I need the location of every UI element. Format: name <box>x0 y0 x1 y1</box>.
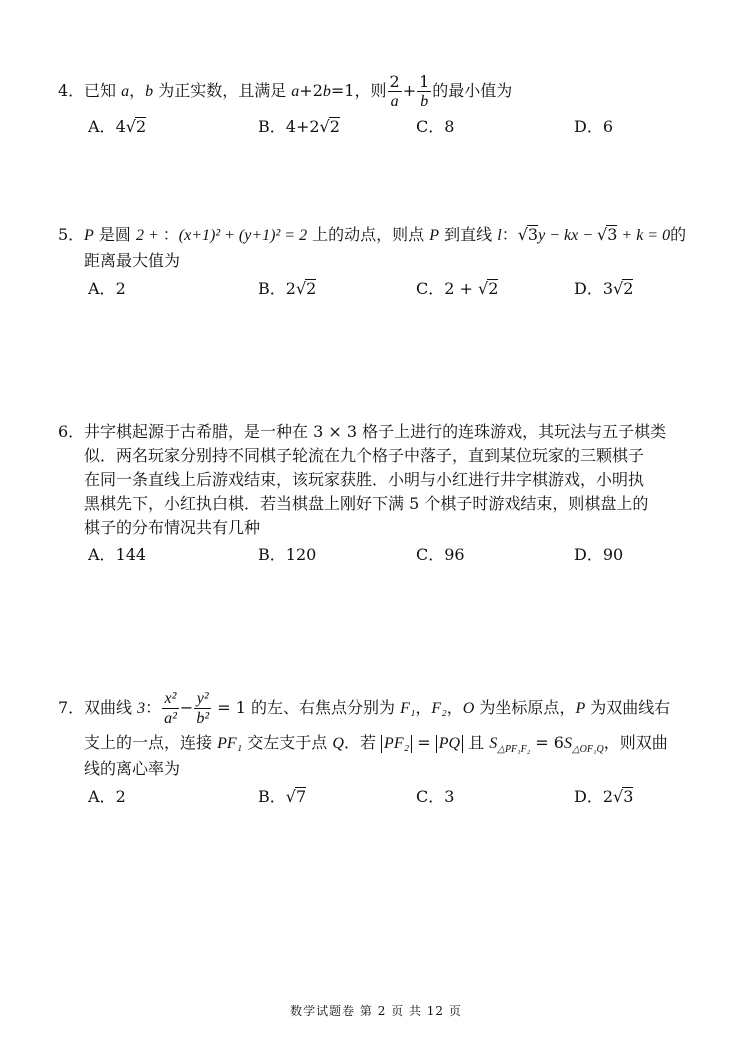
question-5-stem-line1: 5．P 是圆 2 + ：(x+1)² + (y+1)² = 2 上的动点，则点 P 到直线 l：√3y − kx − √3 + k = 0的 <box>58 222 708 248</box>
question-7-choices <box>58 784 708 809</box>
question-6-stem-line5: 棋子的分布情况共有几种 <box>84 518 261 537</box>
question-6-choices <box>58 543 708 568</box>
question-6-stem-line2: 似．两名玩家分别持不同棋子轮流在九个格子中落子，直到某位玩家的三颗棋子 <box>84 446 645 465</box>
question-5-stem-line2: 距离最大值为 <box>84 251 181 270</box>
question-number: 7． <box>58 698 85 717</box>
fraction-2-over-a: $\frac{2}{a}$ <box>389 72 400 110</box>
abs-pq: PQ <box>436 735 463 753</box>
choice-b[interactable]: B．2√2 <box>258 279 317 298</box>
choice-b[interactable]: B．120 <box>258 545 317 564</box>
question-number: 5． <box>58 225 85 244</box>
choice-c[interactable]: C．8 <box>416 117 455 136</box>
choice-d[interactable]: D．2√3 <box>574 787 634 806</box>
question-7-stem-line2: 支上的一点，连接 PF₁ 交左支于点 Q．若 PF₂ = PQ 且 $S_{\triangle PF_1F_2} = 6S_{\triangle OF_1Q}$，则双曲 <box>84 733 668 756</box>
question-number: 6． <box>58 422 85 441</box>
question-number: 4． <box>58 81 85 100</box>
question-6-stem-line3: 在同一条直线上后游戏结束，该玩家获胜．小明与小红进行井字棋游戏，小明执 <box>84 470 645 489</box>
choice-c[interactable]: C．96 <box>416 545 465 564</box>
page-footer: 数学试题卷 第 2 页 共 12 页 <box>290 1004 462 1018</box>
line-equation: y − kx − <box>538 227 597 244</box>
choice-a[interactable]: A．144 <box>88 545 147 564</box>
fraction-1-over-b: $\frac{1}{b}$ <box>419 72 430 110</box>
choice-d[interactable]: D．6 <box>574 117 614 136</box>
question-7 <box>58 688 708 809</box>
question-4-choices <box>58 114 708 139</box>
choice-a[interactable]: A．2 <box>88 787 126 806</box>
choice-c[interactable]: C．2 + √2 <box>416 279 499 298</box>
fraction-y2-over-b2: $\frac{\text{y²}}{\text{b²}}$ <box>196 690 210 727</box>
question-6-stem-line4: 黑棋先下，小红执白棋．若当棋盘上刚好下满 5 个棋子时游戏结束，则棋盘上的 <box>84 494 649 513</box>
choice-c[interactable]: C．3 <box>416 787 455 806</box>
choice-d[interactable]: D．90 <box>574 545 624 564</box>
question-5 <box>58 222 708 301</box>
choice-b[interactable]: B．√7 <box>258 787 307 806</box>
choice-b[interactable]: B．4+2√2 <box>258 117 340 136</box>
question-5-choices <box>58 276 708 301</box>
choice-a[interactable]: A．4√2 <box>88 117 147 136</box>
choice-d[interactable]: D．3√2 <box>574 279 634 298</box>
question-7-stem-line3: 线的离心率为 <box>84 759 181 778</box>
question-7-stem-line1: 7．双曲线 3： $\frac{\text{x²}}{\text{a²}}$ − $\frac{\text{y²}}{\text{b²}}$ = 1 的左、右焦点分别为 F₁，F₂，O 为坐标原点，P 为双曲线右 <box>58 690 671 727</box>
question-4-stem: 4．已知 a，b 为正实数，且满足 a+2b=1，则 $\frac{2}{a}$ + $\frac{1}{b}$ 的最小值为 <box>58 72 513 110</box>
question-6-stem-line1: 6．井字棋起源于古希腊，是一种在 3 × 3 格子上进行的连珠游戏，其玩法与五子棋类 <box>58 420 708 444</box>
question-6 <box>58 420 708 568</box>
abs-pf2: PF₂ <box>381 735 412 753</box>
fraction-x2-over-a2: $\frac{\text{x²}}{\text{a²}}$ <box>164 690 177 727</box>
question-4 <box>58 72 708 139</box>
circle-equation: (x+1)² + (y+1)² = 2 <box>178 227 308 244</box>
choice-a[interactable]: A．2 <box>88 279 126 298</box>
